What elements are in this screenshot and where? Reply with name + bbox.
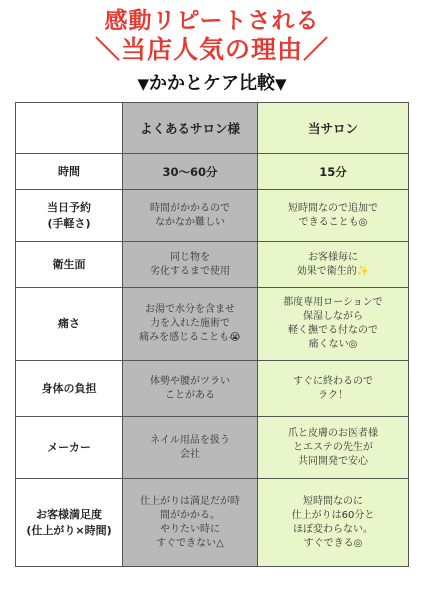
column-header-our-salon: 当サロン — [258, 103, 409, 154]
general-salon-cell: 時間がかかるので なかなか難しい — [123, 190, 258, 242]
general-salon-cell: お湯で水分を含ませ 力を入れた施術で 痛みを感じることも😭 — [123, 288, 258, 361]
section-subtitle-text: かかとケア比較 — [149, 73, 275, 94]
table-row — [16, 154, 409, 190]
table-row — [16, 417, 409, 479]
section-subtitle — [0, 72, 424, 96]
our-salon-cell: お客様毎に 効果で衛生的✨ — [258, 242, 409, 288]
table-row — [16, 242, 409, 288]
down-triangle-icon: ▼ — [137, 75, 149, 93]
column-header-general-salon: よくあるサロン様 — [123, 103, 258, 154]
our-salon-cell: 爪と皮膚のお医者様 とエステの先生が 共同開発で安心 — [258, 417, 409, 479]
row-label: メーカー — [16, 417, 123, 479]
our-salon-cell: 短時間なので追加で できることも◎ — [258, 190, 409, 242]
row-label: 痛さ — [16, 288, 123, 361]
our-salon-cell: 15分 — [258, 154, 409, 190]
general-salon-cell: 同じ物を 劣化するまで使用 — [123, 242, 258, 288]
general-salon-cell: 30〜60分 — [123, 154, 258, 190]
general-salon-cell: 仕上がりは満足だが時 間がかかる。 やりたい時に すぐできない△ — [123, 479, 258, 567]
row-label: 衛生面 — [16, 242, 123, 288]
row-label: 当日予約 (手軽さ) — [16, 190, 123, 242]
headline-line-1: 感動リピートされる — [104, 8, 320, 34]
table-row — [16, 479, 409, 567]
table-header-row — [16, 103, 409, 154]
down-triangle-icon: ▼ — [275, 75, 287, 93]
comparison-table — [15, 102, 409, 567]
table-row — [16, 190, 409, 242]
corner-cell — [16, 103, 123, 154]
headline-line-2: ＼当店人気の理由／ — [94, 35, 329, 64]
table-row — [16, 361, 409, 417]
our-salon-cell: 短時間なのに 仕上がりは60分と ほぼ変わらない。 すぐできる◎ — [258, 479, 409, 567]
row-label: お客様満足度 (仕上がり×時間) — [16, 479, 123, 567]
general-salon-cell: ネイル用品を扱う 会社 — [123, 417, 258, 479]
table-row — [16, 288, 409, 361]
row-label: 時間 — [16, 154, 123, 190]
row-label: 身体の負担 — [16, 361, 123, 417]
our-salon-cell: 都度専用ローションで 保湿しながら 軽く撫でる付なので 痛くない◎ — [258, 288, 409, 361]
general-salon-cell: 体勢や腰がツラい ことがある — [123, 361, 258, 417]
our-salon-cell: すぐに終わるので ラク！ — [258, 361, 409, 417]
